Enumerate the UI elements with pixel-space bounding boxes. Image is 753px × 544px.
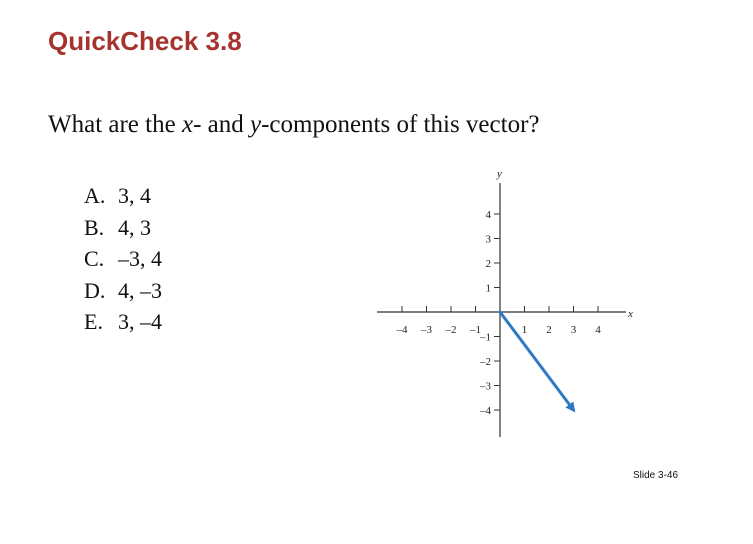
answer-letter: E. (84, 309, 103, 334)
y-tick-label: –4 (480, 405, 491, 417)
x-tick-label: –1 (470, 324, 481, 336)
vector-arrow (500, 312, 574, 410)
x-tick-label: 4 (595, 324, 601, 336)
x-tick-label: –4 (396, 324, 408, 336)
x-tick-label: 1 (521, 324, 528, 336)
question-prefix: What are the (48, 111, 182, 138)
question-x-variable: x (181, 111, 194, 138)
answer-letter: A. (84, 183, 106, 208)
question-suffix: -components of this vector? (261, 111, 540, 138)
x-axis-label: x (628, 308, 633, 320)
answer-text: 3, –4 (118, 309, 162, 334)
answer-letter: B. (84, 214, 105, 240)
answer-option-e[interactable] (84, 306, 162, 338)
x-tick-label: –2 (445, 324, 457, 336)
y-tick-label: –3 (480, 380, 491, 393)
answer-option-a[interactable] (84, 180, 162, 212)
x-tick-label: 2 (546, 324, 552, 336)
y-tick-label: 4 (485, 209, 491, 221)
y-tick-label: –2 (480, 356, 491, 368)
answer-option-c[interactable] (84, 243, 162, 275)
answer-list (84, 180, 162, 338)
question-middle: - and (193, 111, 250, 138)
y-tick-label: 1 (485, 282, 491, 295)
answer-text: 4, –3 (118, 277, 162, 303)
vector-graph (370, 165, 640, 440)
x-tick-label: 3 (570, 324, 577, 336)
slide-title: QuickCheck 3.8 (48, 26, 242, 56)
answer-text: 3, 4 (118, 183, 151, 208)
answer-letter: C. (84, 246, 105, 271)
answer-text: 4, 3 (118, 214, 151, 240)
question-text (48, 111, 540, 139)
answer-text: –3, 4 (118, 246, 162, 271)
question-y-variable: y (249, 111, 262, 138)
answer-letter: D. (84, 277, 106, 303)
y-tick-label: 3 (485, 233, 491, 246)
y-axis-label: y (497, 168, 502, 180)
y-tick-label: 2 (485, 258, 491, 270)
slide-number: Slide 3-46 (633, 470, 679, 481)
answer-option-b[interactable] (84, 212, 162, 244)
y-tick-label: –1 (480, 331, 491, 344)
answer-option-d[interactable] (84, 275, 162, 307)
x-tick-label: –3 (421, 324, 432, 336)
